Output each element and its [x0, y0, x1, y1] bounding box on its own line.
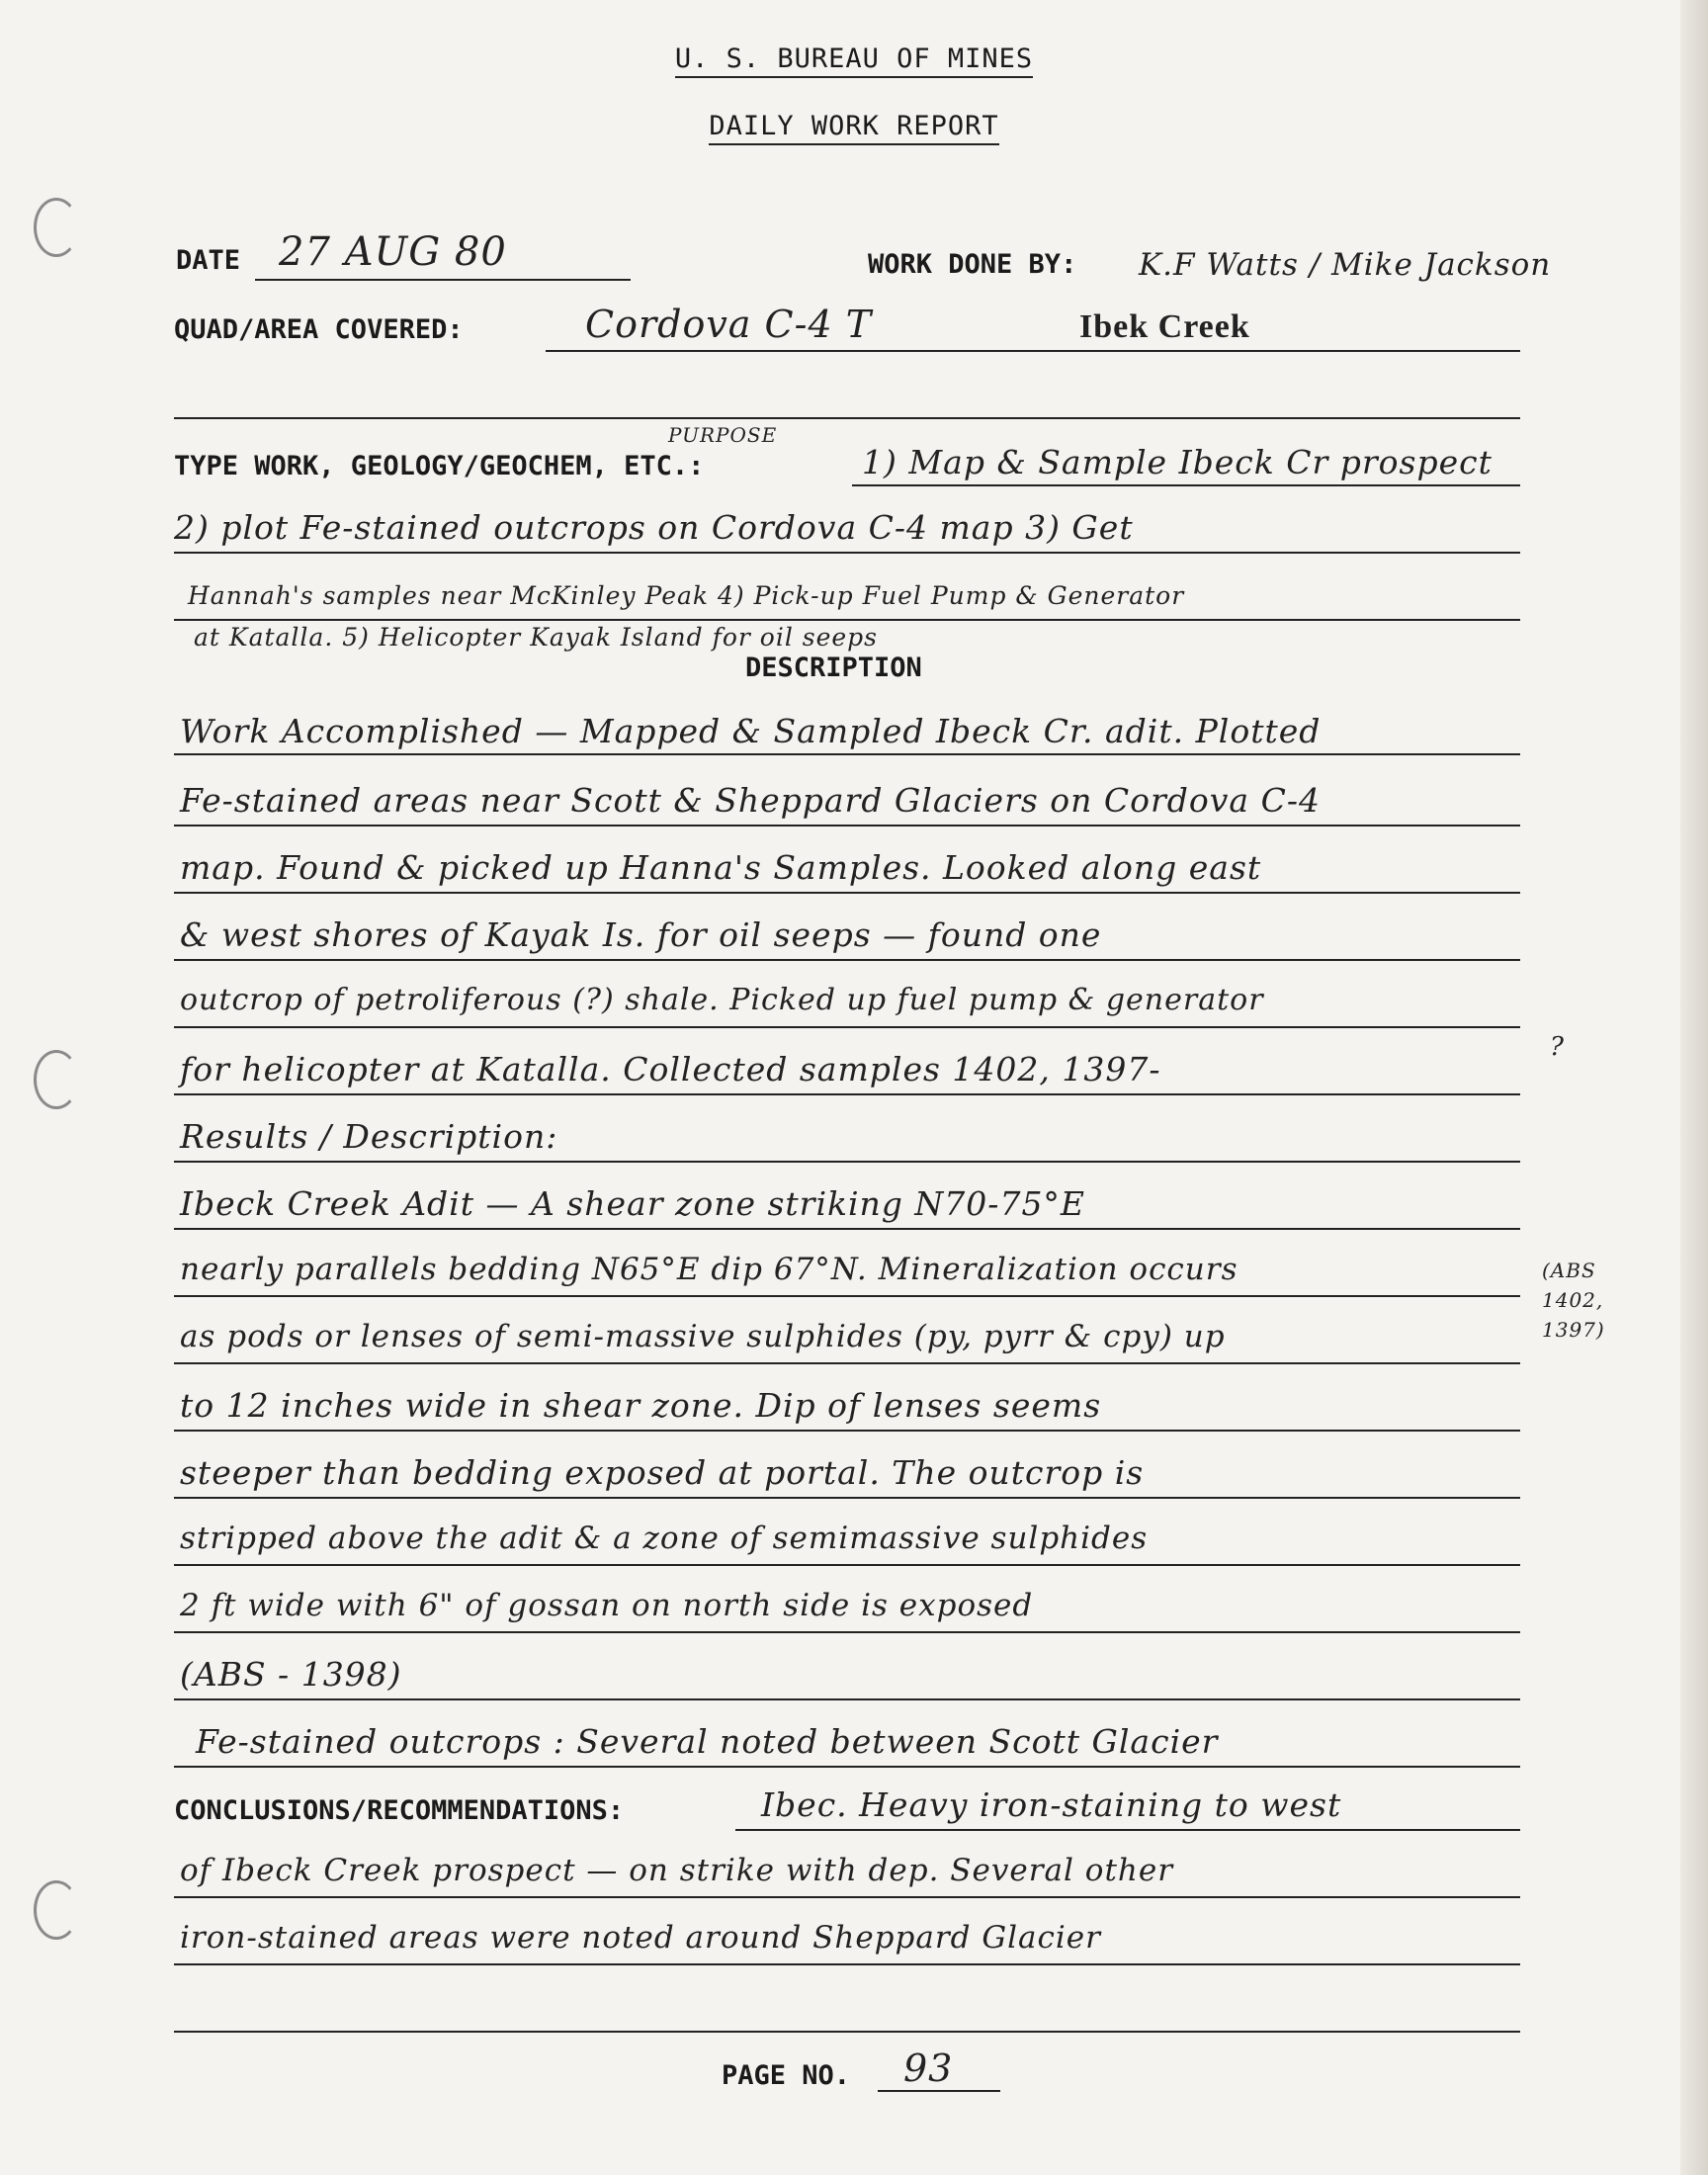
- concl-line-3: iron-stained areas were noted around Sheppard Glacier: [180, 1920, 1101, 1956]
- quad-area: Ibek Creek: [1079, 308, 1250, 345]
- page-edge-shadow: [1680, 0, 1708, 2175]
- work-done-by-label: WORK DONE BY:: [868, 249, 1077, 280]
- desc-line-5: outcrop of petroliferous (?) shale. Picked up fuel pump & generator: [180, 983, 1264, 1017]
- desc-line-1: Work Accomplished — Mapped & Sampled Ibeck Cr. adit. Plotted: [180, 712, 1322, 750]
- description-heading: DESCRIPTION: [745, 652, 922, 683]
- concl-rule-1: [735, 1829, 1520, 1831]
- type-work-label: TYPE WORK, GEOLOGY/GEOCHEM, ETC.:: [174, 451, 705, 481]
- desc-rule-4: [174, 959, 1520, 961]
- purpose-annotation: PURPOSE: [668, 423, 778, 447]
- quad-rule-2: [174, 417, 1520, 419]
- desc-line-12: steeper than bedding exposed at portal. The outcrop is: [180, 1453, 1145, 1492]
- desc-rule-5: [174, 1026, 1520, 1028]
- concl-rule-2: [174, 1896, 1520, 1898]
- work-done-by-value: K.F Watts / Mike Jackson: [1139, 247, 1552, 283]
- page-number-label: PAGE NO.: [722, 2060, 851, 2091]
- desc-rule-15: [174, 1698, 1520, 1700]
- margin-note-samples: (ABS 1402, 1397): [1542, 1259, 1605, 1342]
- desc-line-13: stripped above the adit & a zone of semimassive sulphides: [180, 1521, 1149, 1556]
- desc-rule-7: [174, 1161, 1520, 1163]
- punch-hole-bottom: [34, 1880, 79, 1940]
- report-title-text: DAILY WORK REPORT: [709, 111, 998, 145]
- desc-line-10: as pods or lenses of semi-massive sulphides (py, pyrr & cpy) up: [180, 1319, 1226, 1354]
- agency-title: [0, 44, 1708, 74]
- date-rule: [255, 279, 631, 281]
- concl-rule-4: [174, 2031, 1520, 2033]
- type-line-3: Hannah's samples near McKinley Peak 4) Pick-up Fuel Pump & Generator: [188, 581, 1185, 610]
- punch-hole-top: [34, 198, 79, 257]
- date-label: DATE: [176, 245, 241, 276]
- desc-rule-10: [174, 1362, 1520, 1364]
- page-number-value: 93: [903, 2046, 954, 2090]
- type-line-1: 1) Map & Sample Ibeck Cr prospect: [862, 443, 1493, 481]
- concl-line-2: of Ibeck Creek prospect — on strike with dep. Several other: [180, 1853, 1174, 1888]
- desc-rule-16: [174, 1766, 1520, 1768]
- desc-line-8: Ibeck Creek Adit — A shear zone striking N70-75°E: [180, 1184, 1086, 1223]
- date-value: 27 AUG 80: [279, 229, 507, 275]
- concl-rule-3: [174, 1963, 1520, 1965]
- quad-label: QUAD/AREA COVERED:: [174, 314, 464, 345]
- margin-note-question: ?: [1550, 1032, 1565, 1062]
- desc-line-15: (ABS - 1398): [180, 1655, 402, 1694]
- desc-line-2: Fe-stained areas near Scott & Sheppard Glaciers on Cordova C-4: [180, 781, 1321, 820]
- desc-line-3: map. Found & picked up Hanna's Samples. Looked along east: [180, 848, 1262, 887]
- type-rule-1: [852, 484, 1520, 486]
- desc-rule-1: [174, 753, 1520, 755]
- report-title: [0, 111, 1708, 141]
- agency-title-text: U. S. BUREAU OF MINES: [675, 44, 1033, 78]
- type-rule-3: [174, 619, 1520, 621]
- type-line-2: 2) plot Fe-stained outcrops on Cordova C-4 map 3) Get: [174, 508, 1134, 547]
- desc-line-6: for helicopter at Katalla. Collected samples 1402, 1397-: [180, 1050, 1161, 1088]
- desc-line-14: 2 ft wide with 6" of gossan on north side is exposed: [180, 1588, 1034, 1623]
- desc-rule-8: [174, 1228, 1520, 1230]
- type-line-4: at Katalla. 5) Helicopter Kayak Island for oil seeps: [194, 623, 879, 652]
- desc-rule-2: [174, 825, 1520, 826]
- conclusions-label: CONCLUSIONS/RECOMMENDATIONS:: [174, 1795, 625, 1826]
- desc-line-7: Results / Description:: [180, 1117, 558, 1156]
- quad-rule: [546, 350, 1520, 352]
- punch-hole-middle: [34, 1050, 79, 1109]
- concl-line-1: Ibec. Heavy iron-staining to west: [761, 1785, 1342, 1824]
- quad-value: Cordova C-4 T: [585, 303, 873, 346]
- type-rule-2: [174, 552, 1520, 554]
- desc-line-9: nearly parallels bedding N65°E dip 67°N. Mineralization occurs: [180, 1252, 1238, 1287]
- desc-rule-9: [174, 1295, 1520, 1297]
- desc-rule-13: [174, 1564, 1520, 1566]
- desc-rule-3: [174, 892, 1520, 894]
- desc-rule-14: [174, 1631, 1520, 1633]
- desc-rule-12: [174, 1497, 1520, 1499]
- desc-line-16: Fe-stained outcrops : Several noted between Scott Glacier: [196, 1722, 1219, 1761]
- desc-line-11: to 12 inches wide in shear zone. Dip of lenses seems: [180, 1386, 1102, 1425]
- desc-rule-11: [174, 1430, 1520, 1432]
- desc-line-4: & west shores of Kayak Is. for oil seeps — found one: [180, 915, 1102, 954]
- desc-rule-6: [174, 1093, 1520, 1095]
- page-number-rule: [878, 2090, 1000, 2092]
